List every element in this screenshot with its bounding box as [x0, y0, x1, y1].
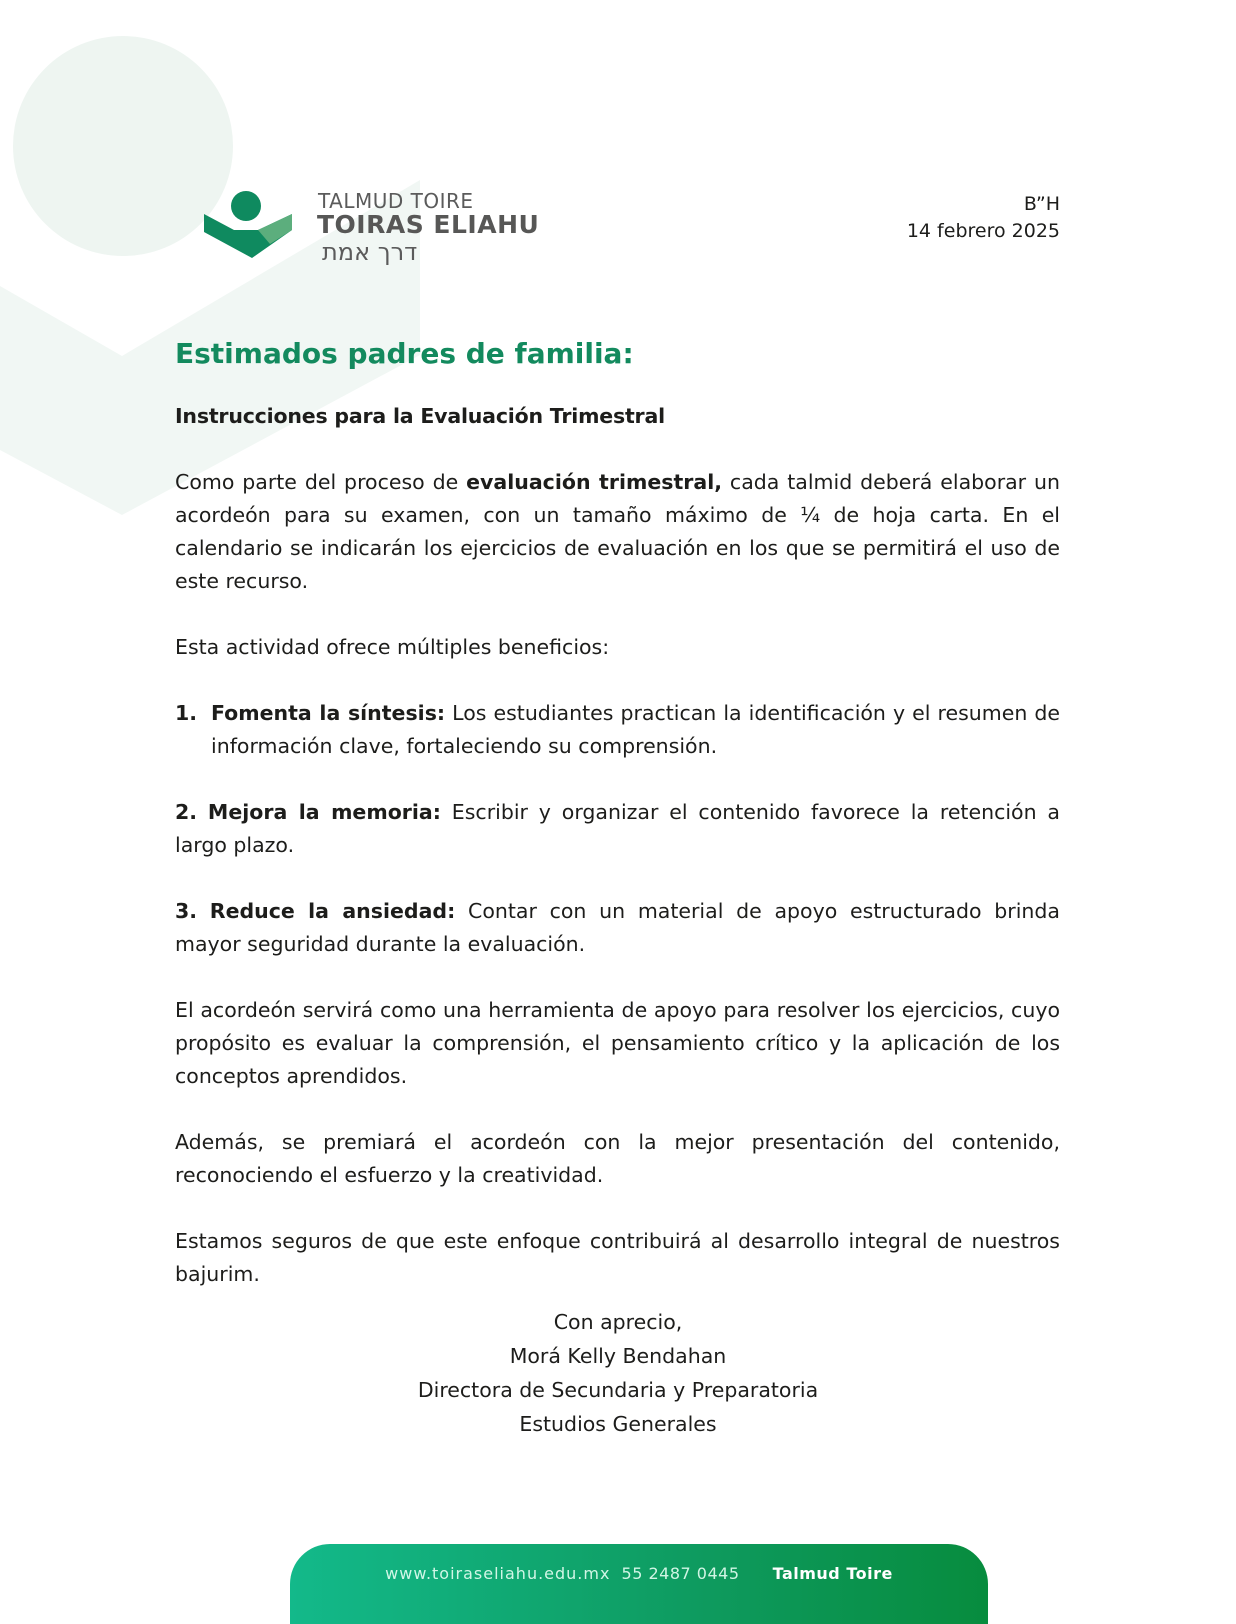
logo-text-talmud-toire: TALMUD TOIRE [318, 189, 474, 213]
benefit-item-1 [175, 697, 1060, 763]
benefit-description: Los estudiantes practican la identificación y el resumen de información clave, fortaleciendo su comprensión. [211, 701, 1061, 758]
logo-text-toiras-eliahu: TOIRAS ELIAHU [317, 210, 540, 239]
footer-content [290, 1564, 988, 1583]
benefit-title: Reduce la ansiedad: [209, 899, 456, 923]
benefit-title: Fomenta la síntesis: [211, 701, 446, 725]
intro-paragraph [175, 466, 1060, 598]
benefit-item-3 [175, 895, 1060, 961]
footer-brand: Talmud Toire [772, 1564, 893, 1583]
closing-paragraph: Estamos seguros de que este enfoque contribuirá al desarrollo integral de nuestros bajurim. [175, 1229, 1060, 1286]
award-paragraph: Además, se premiará el acordeón con la mejor presentación del contenido, reconociendo el esfuerzo y la creatividad. [175, 1130, 1060, 1187]
logo-mark-icon [204, 190, 300, 266]
signature-role: Directora de Secundaria y Preparatoria [417, 1378, 819, 1402]
intro-text-start: Como parte del proceso de [175, 470, 467, 494]
benefit-description: Contar con un material de apoyo estructurado brinda mayor seguridad durante la evaluación. [175, 899, 1060, 956]
footer-bar [290, 1544, 988, 1624]
letter-subtitle: Instrucciones para la Evaluación Trimestral [175, 404, 665, 428]
bh-mark: B”H [1023, 193, 1060, 215]
logo-text-hebrew: דרך אמת [322, 238, 418, 266]
tool-paragraph: El acordeón servirá como una herramienta de apoyo para resolver los ejercicios, cuyo propósito es evaluar la comprensión, el pensamiento crítico y la aplicación de los conceptos aprendidos. [175, 998, 1060, 1088]
benefit-title: Mejora la memoria: [207, 800, 441, 824]
benefit-number: 3. [175, 899, 198, 923]
signature-name: Morá Kelly Bendahan [509, 1344, 727, 1368]
school-logo [204, 186, 574, 276]
benefit-item-2 [175, 796, 1060, 862]
letter-header [907, 191, 1060, 245]
footer-phone: 55 2487 0445 [621, 1564, 740, 1583]
benefit-number: 1. [175, 701, 198, 725]
signature-department: Estudios Generales [519, 1412, 717, 1436]
benefit-number: 2. [175, 800, 198, 824]
signature-block [0, 1305, 1236, 1441]
signature-closing: Con aprecio, [553, 1310, 683, 1334]
letter-date: 14 febrero 2025 [906, 220, 1060, 242]
intro-text-bold: evaluación trimestral, [466, 470, 723, 494]
benefit-description: Escribir y organizar el contenido favorece la retención a largo plazo. [175, 800, 1060, 857]
benefit-text [211, 697, 1060, 763]
footer-website-link[interactable]: www.toiraseliahu.edu.mx [385, 1564, 611, 1583]
letter-body [175, 336, 1060, 1324]
letter-greeting: Estimados padres de familia: [175, 337, 634, 370]
benefits-intro: Esta actividad ofrece múltiples beneficios: [175, 635, 610, 659]
intro-text-end: cada talmid deberá elaborar un acordeón para su examen, con un tamaño máximo de ¼ de hoja carta. En el calendario se indicarán los ejercicios de evaluación en los que se permitirá el uso de este recurso. [175, 470, 1060, 593]
